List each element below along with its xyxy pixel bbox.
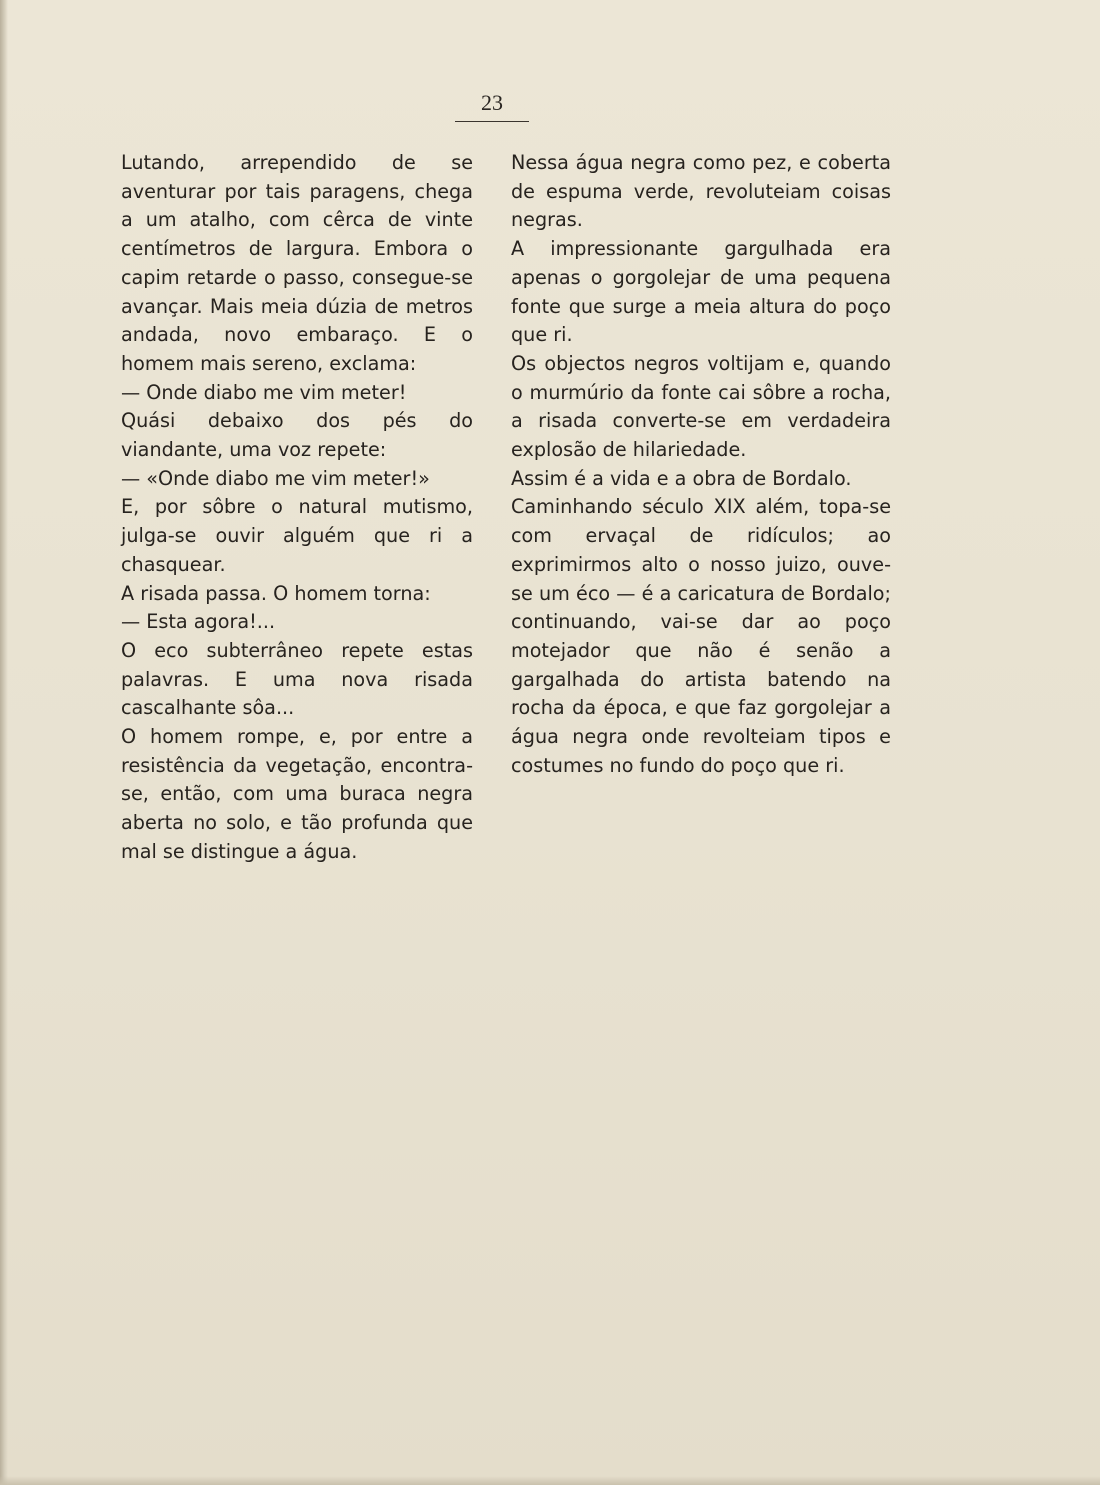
paragraph: A impressionante gargulhada era apenas o gorgolejar de uma pequena fonte que surge a meia altura do poço que ri. (511, 237, 891, 347)
paragraph: O eco subterrâneo repete estas palavras. E uma nova risada cascalhante sôa... (121, 638, 473, 720)
paragraph: E, por sôbre o natural mutismo, julga-se ouvir alguém que ri a chasquear. (121, 495, 473, 576)
paragraph: Nessa água negra como pez, e coberta de espuma verde, revoluteiam coisas negras. (511, 151, 891, 232)
paragraph: Lutando, arrependido de se aventurar por tais paragens, chega a um atalho, com cêrca de vinte centímetros de largura. Embora o capim retarde o passo, consegue-se avançar. Mais meia dúzia de metros andada, novo embaraço. E o homem mais sereno, exclama: (121, 151, 473, 375)
page-bottom-edge (0, 1476, 1100, 1485)
paragraph: — Onde diabo me vim meter! (121, 380, 407, 404)
paragraph: Caminhando século XIX além, topa-se com ervaçal de ridículos; ao exprimirmos alto o nosso juizo, ouve-se um éco — é a caricatura de Bordalo; continuando, vai-se dar ao poço motejador que não é senão a gargalhada do artista batendo na rocha da época, e que faz gorgolejar a água negra onde revolteiam tipos e costumes no fundo do poço que ri. (511, 495, 891, 777)
paragraph: Os objectos negros voltijam e, quando o murmúrio da fonte cai sôbre a rocha, a risada converte-se em verdadeira explosão de hilariedade. (511, 351, 891, 462)
paragraph: — Esta agora!... (121, 610, 276, 634)
paragraph: O homem rompe, e, por entre a resistência da vegetação, encontra-se, então, com uma buraca negra aberta no solo, e tão profunda que mal se distingue a água. (121, 725, 473, 863)
left-text-column (121, 149, 473, 867)
paragraph: Assim é a vida e a obra de Bordalo. (511, 466, 852, 490)
page-number: 23 (481, 90, 503, 115)
right-text-column (511, 149, 891, 780)
paragraph: A risada passa. O homem torna: (121, 581, 431, 605)
page-left-edge (0, 0, 8, 1485)
page-number-rule (455, 121, 529, 122)
paragraph: — «Onde diabo me vim meter!» (121, 466, 430, 490)
paragraph: Quási debaixo dos pés do viandante, uma voz repete: (121, 409, 473, 462)
